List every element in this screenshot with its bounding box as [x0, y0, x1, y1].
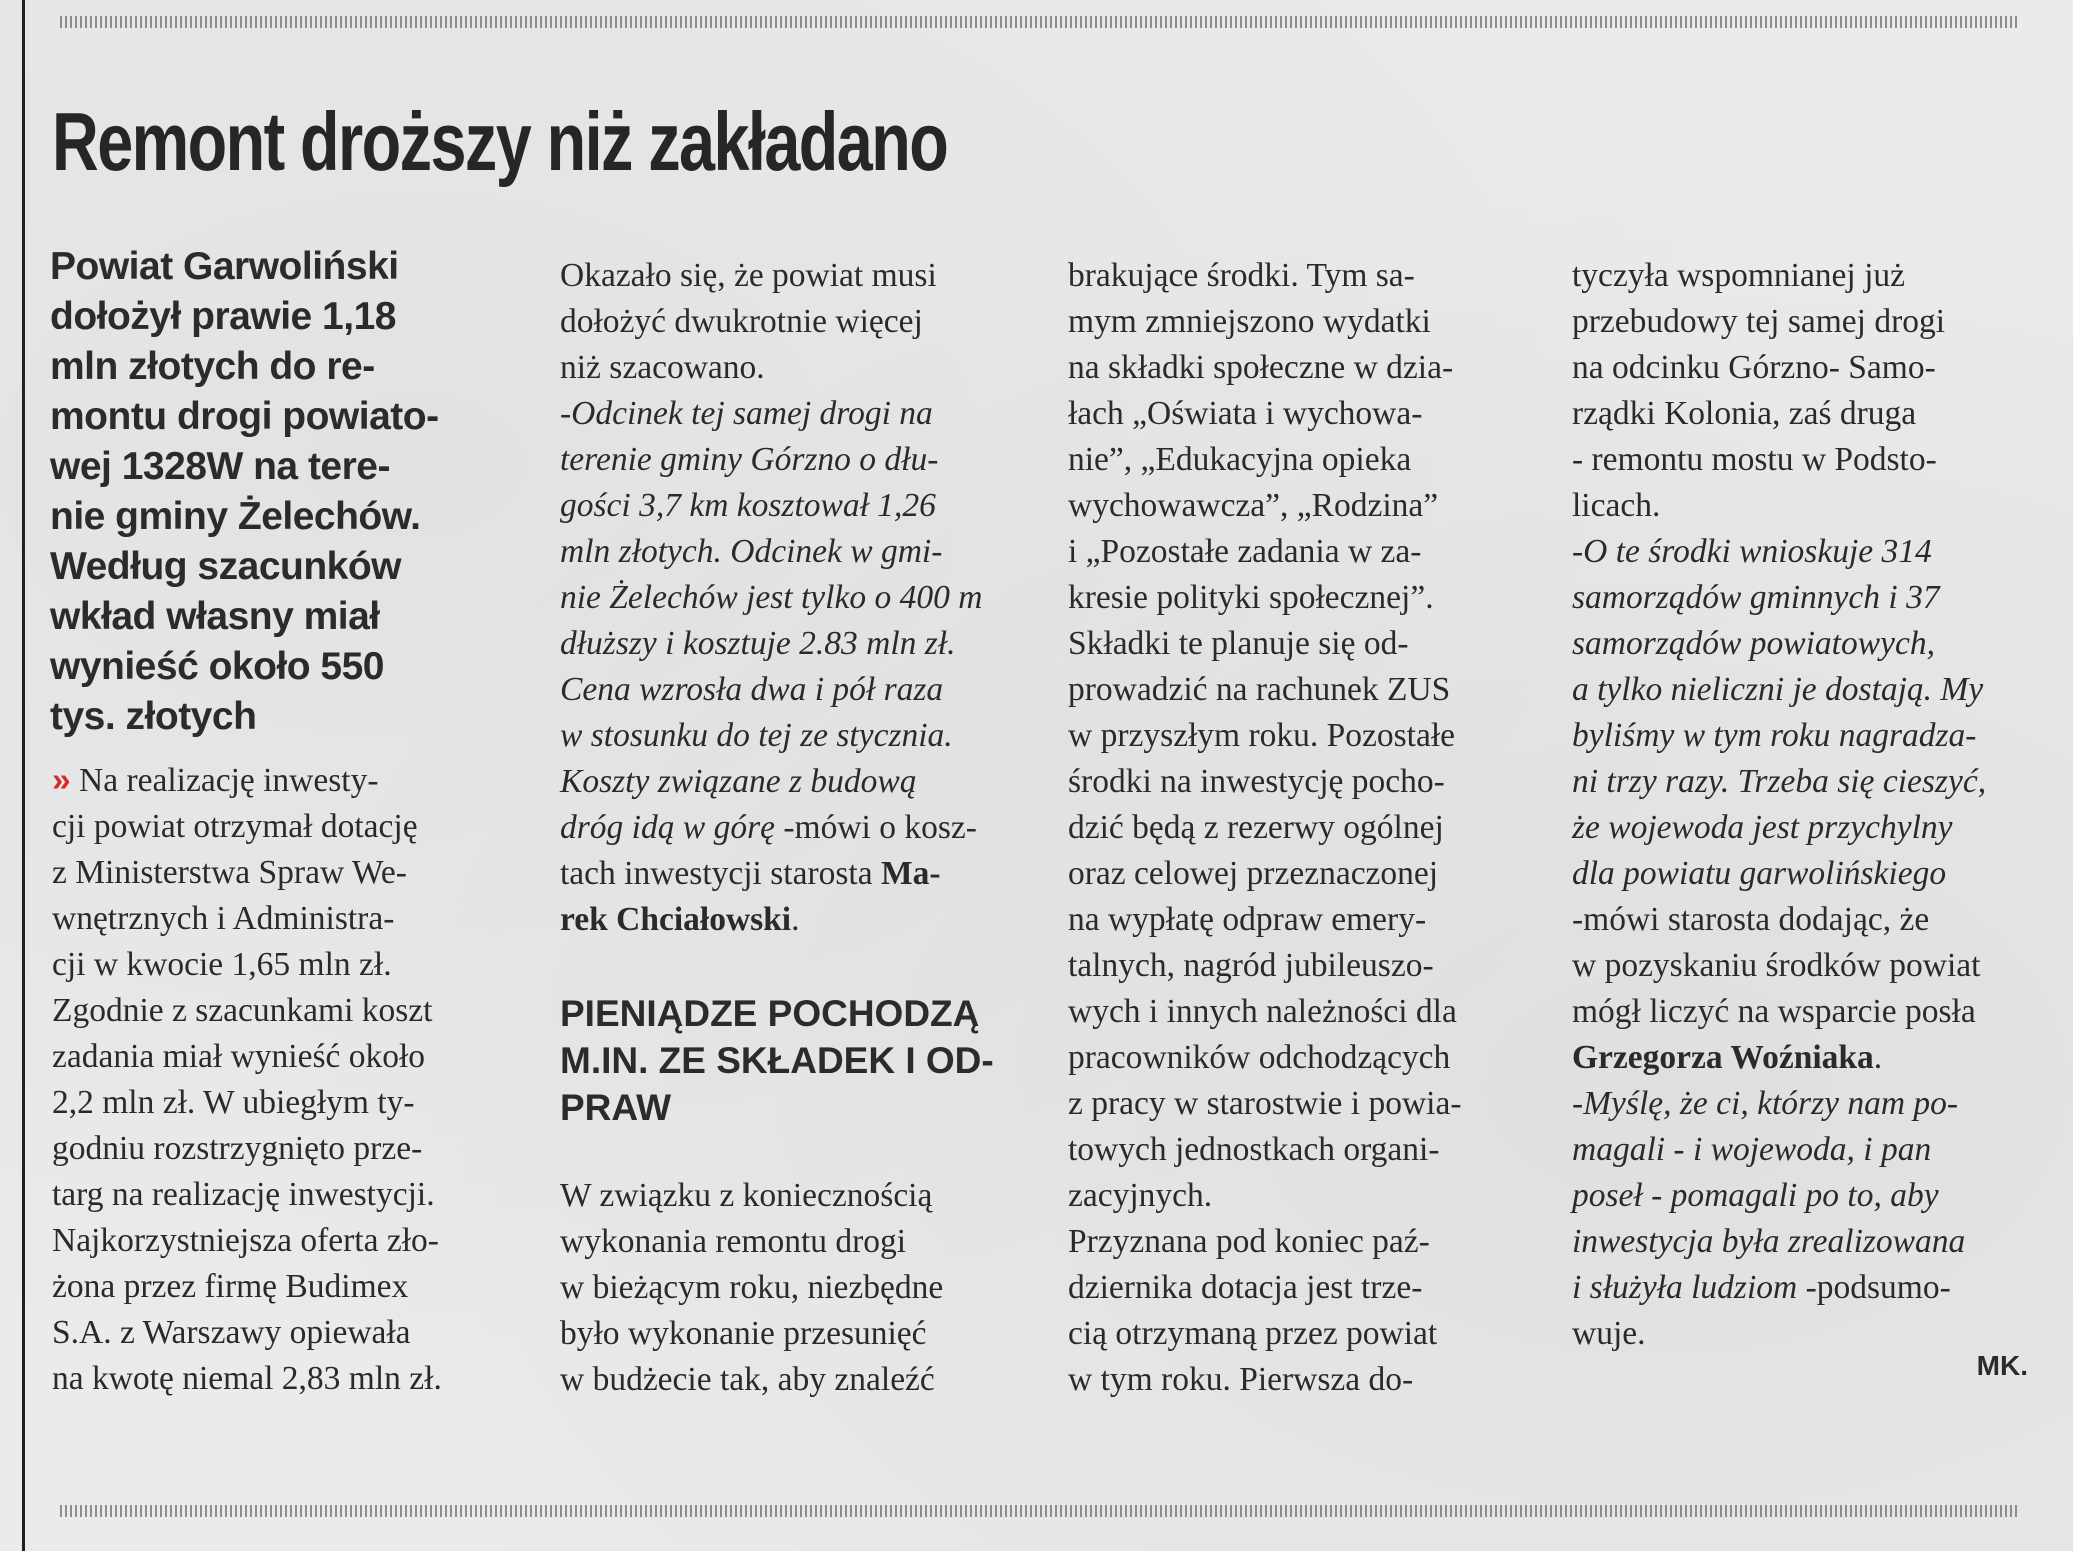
- body-line: cji powiat otrzymał dotację: [52, 808, 418, 845]
- body-line: Przyznana pod koniec paź-: [1068, 1223, 1430, 1260]
- body-line: mógł liczyć na wsparcie posła: [1572, 993, 1976, 1030]
- body-line: z pracy w starostwie i powia-: [1068, 1085, 1462, 1122]
- body-line: niż szacowano.: [560, 349, 765, 386]
- column-2-quote-end: [560, 805, 982, 851]
- body-line: tyczyła wspomnianej już: [1572, 257, 1906, 294]
- quote-line: byliśmy w tym roku nagradza-: [1572, 717, 1977, 754]
- quote-line: -O te środki wnioskuje 314: [1572, 533, 1932, 570]
- quote-line: mln złotych. Odcinek w gmi-: [560, 533, 943, 570]
- column-2-quote: [560, 391, 982, 805]
- subheading-line: PRAW: [560, 1087, 671, 1128]
- body-line: godniu rozstrzygnięto prze-: [52, 1130, 423, 1167]
- body-line: było wykonanie przesunięć: [560, 1315, 927, 1352]
- body-line: na odcinku Górzno- Samo-: [1572, 349, 1936, 386]
- quote-line: gości 3,7 km kosztował 1,26: [560, 487, 936, 524]
- body-line: targ na realizację inwestycji.: [52, 1176, 435, 1213]
- closing-plain: -podsumo-: [1797, 1269, 1951, 1306]
- body-line: na wypłatę odpraw emery-: [1068, 901, 1427, 938]
- body-line: żona przez firmę Budimex: [52, 1268, 409, 1305]
- quote-line: Cena wzrosła dwa i pół raza: [560, 671, 944, 708]
- body-line: dziernika dotacja jest trze-: [1068, 1269, 1423, 1306]
- attribution-name-part2: rek Chciałowski: [560, 901, 792, 938]
- column-4-name-line: [1572, 1035, 1986, 1081]
- column-4-quote: [1572, 529, 1986, 897]
- body-line: w tym roku. Pierwsza do-: [1068, 1361, 1414, 1398]
- body-line: na składki społeczne w dzia-: [1068, 349, 1454, 386]
- column-4-closing: [1572, 1265, 1986, 1311]
- quote-line: samorządów gminnych i 37: [1572, 579, 1940, 616]
- lead-line: wej 1328W na tere-: [50, 445, 390, 488]
- quote-line: inwestycja była zrealizowana: [1572, 1223, 1966, 1260]
- body-line: i „Pozostałe zadania w za-: [1068, 533, 1422, 570]
- quote-line: Koszty związane z budową: [560, 763, 917, 800]
- name-period: .: [1873, 1039, 1883, 1076]
- subheading-line: PIENIĄDZE POCHODZĄ: [560, 993, 980, 1034]
- bottom-dotted-divider: [60, 1505, 2020, 1517]
- body-line: zacyjnych.: [1068, 1177, 1213, 1214]
- column-2-intro: [560, 253, 982, 391]
- column-1-body: [52, 804, 442, 1402]
- body-line: 2,2 mln zł. W ubiegłym ty-: [52, 1084, 415, 1121]
- body-line: przebudowy tej samej drogi: [1572, 303, 1946, 340]
- quote-line: ni trzy razy. Trzeba się cieszyć,: [1572, 763, 1987, 800]
- body-line: wych i innych należności dla: [1068, 993, 1457, 1030]
- body-line: środki na inwestycję pocho-: [1068, 763, 1445, 800]
- article-lead: [50, 242, 490, 742]
- body-line: talnych, nagród jubileuszo-: [1068, 947, 1434, 984]
- column-4: [1572, 253, 1986, 1357]
- quote-line: magali - i wojewoda, i pan: [1572, 1131, 1932, 1168]
- lead-line: Według szacunków: [50, 545, 401, 588]
- column-1: [52, 758, 442, 1402]
- body-line: wychowawcza”, „Rodzina”: [1068, 487, 1439, 524]
- quote-line: dla powiatu garwolińskiego: [1572, 855, 1947, 892]
- body-line: z Ministerstwa Spraw We-: [52, 854, 407, 891]
- lead-line: dołożył prawie 1,18: [50, 295, 396, 338]
- body-line: Najkorzystniejsza oferta zło-: [52, 1222, 439, 1259]
- attribution-period: .: [791, 901, 800, 938]
- body-line: Zgodnie z szacunkami koszt: [52, 992, 433, 1029]
- body-line: w bieżącym roku, niezbędne: [560, 1269, 944, 1306]
- column-2-section-body: [560, 1173, 943, 1403]
- column-2-attribution-end: [560, 897, 982, 943]
- body-line: w budżecie tak, aby znaleźć: [560, 1361, 935, 1398]
- author-signature: MK.: [1976, 1350, 2028, 1381]
- body-line: zadania miał wynieść około: [52, 1038, 426, 1075]
- body-line: na kwotę niemal 2,83 mln zł.: [52, 1360, 442, 1397]
- column-4-final-line: wuje.: [1572, 1315, 1646, 1352]
- body-line: licach.: [1572, 487, 1661, 524]
- attribution-name-part1: Ma-: [880, 855, 941, 892]
- lead-line: nie gminy Żelechów.: [50, 495, 421, 538]
- body-line: cji w kwocie 1,65 mln zł.: [52, 946, 392, 983]
- body-line: - remontu mostu w Podsto-: [1572, 441, 1937, 478]
- column-1-first-line: [52, 758, 442, 804]
- column-4-intro: [1572, 253, 1986, 529]
- quote-tail-italic: dróg idą w górę: [560, 809, 775, 846]
- body-line: kresie polityki społecznej”.: [1068, 579, 1434, 616]
- body-line: cią otrzymaną przez powiat: [1068, 1315, 1438, 1352]
- article-headline: Remont droższy niż zakładano: [52, 95, 948, 188]
- body-line: wykonania remontu drogi: [560, 1223, 907, 1260]
- body-line: brakujące środki. Tym sa-: [1068, 257, 1415, 294]
- politician-name: Grzegorza Woźniaka: [1572, 1039, 1874, 1076]
- quote-line: -Myślę, że ci, którzy nam po-: [1572, 1085, 1959, 1122]
- quote-line: terenie gminy Górzno o dłu-: [560, 441, 939, 478]
- lead-line: wkład własny miał: [50, 595, 380, 638]
- attribution-text: tach inwestycji starosta: [560, 855, 881, 892]
- body-line: towych jednostkach organi-: [1068, 1131, 1440, 1168]
- body-line: łach „Oświata i wychowa-: [1068, 395, 1423, 432]
- body-line: Okazało się, że powiat musi: [560, 257, 937, 294]
- column-2: [560, 253, 982, 943]
- column-4-quote-2: [1572, 1081, 1986, 1265]
- top-dotted-divider: [60, 16, 2020, 28]
- body-line: pracowników odchodzących: [1068, 1039, 1451, 1076]
- left-column-rule: [22, 0, 25, 1551]
- column-3: [1068, 253, 1462, 1403]
- body-line: dołożyć dwukrotnie więcej: [560, 303, 923, 340]
- body-line: oraz celowej przeznaczonej: [1068, 855, 1439, 892]
- quote-line: poseł - pomagali po to, aby: [1572, 1177, 1939, 1214]
- body-line: nie”, „Edukacyjna opieka: [1068, 441, 1412, 478]
- body-line: Składki te planuje się od-: [1068, 625, 1409, 662]
- lead-line: tys. złotych: [50, 695, 257, 738]
- body-line: w przyszłym roku. Pozostałe: [1068, 717, 1456, 754]
- body-line: -mówi starosta dodając, że: [1572, 901, 1930, 938]
- lead-line: montu drogi powiato-: [50, 395, 439, 438]
- lead-line: mln złotych do re-: [50, 345, 375, 388]
- body-line: wnętrznych i Administra-: [52, 900, 395, 937]
- quote-line: dłuższy i kosztuje 2.83 mln zł.: [560, 625, 956, 662]
- body-line: dzić będą z rezerwy ogólnej: [1068, 809, 1444, 846]
- lead-line: wynieść około 550: [50, 645, 384, 688]
- subheading-line: M.IN. ZE SKŁADEK I OD-: [560, 1040, 994, 1081]
- chevron-right-icon: »: [52, 762, 71, 799]
- quote-line: samorządów powiatowych,: [1572, 625, 1935, 662]
- body-line: S.A. z Warszawy opiewała: [52, 1314, 411, 1351]
- quote-line: nie Żelechów jest tylko o 400 m: [560, 579, 983, 616]
- body-line: prowadzić na rachunek ZUS: [1068, 671, 1451, 708]
- quote-line: -Odcinek tej samej drogi na: [560, 395, 933, 432]
- quote-line: a tylko nieliczni je dostają. My: [1572, 671, 1984, 708]
- quote-tail-plain: -mówi o kosz-: [774, 809, 977, 846]
- closing-italic: i służyła ludziom: [1572, 1269, 1798, 1306]
- body-line: w pozyskaniu środków powiat: [1572, 947, 1981, 984]
- body-line: rządki Kolonia, zaś druga: [1572, 395, 1917, 432]
- column-1-first-text: Na realizację inwesty-: [79, 762, 379, 799]
- body-line: mym zmniejszono wydatki: [1068, 303, 1431, 340]
- section-subheading: [560, 990, 994, 1131]
- column-4-attribution: [1572, 897, 1986, 1035]
- lead-line: Powiat Garwoliński: [50, 245, 399, 288]
- column-2-attribution: [560, 851, 982, 897]
- body-line: W związku z koniecznością: [560, 1177, 933, 1214]
- quote-line: że wojewoda jest przychylny: [1572, 809, 1953, 846]
- quote-line: w stosunku do tej ze stycznia.: [560, 717, 953, 754]
